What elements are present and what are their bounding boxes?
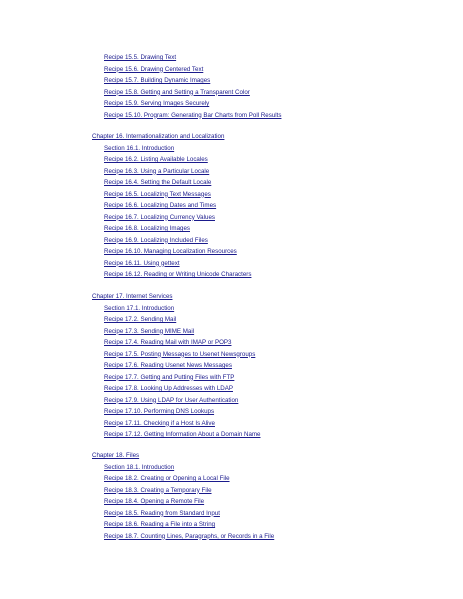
toc-link-section-18-1[interactable]: Section 18.1. Introduction	[104, 463, 175, 471]
toc-link-recipe-15-8[interactable]: Recipe 15.8. Getting and Setting a Transparent Color	[104, 88, 250, 96]
toc-link-recipe-18-5[interactable]: Recipe 18.5. Reading from Standard Input	[104, 509, 220, 517]
toc-link-recipe-16-10[interactable]: Recipe 16.10. Managing Localization Resources	[104, 248, 237, 255]
toc-link-recipe-16-7[interactable]: Recipe 16.7. Localizing Currency Values	[104, 213, 215, 221]
toc-link-section-17-1[interactable]: Section 17.1. Introduction	[104, 304, 175, 312]
toc-link-recipe-17-5[interactable]: Recipe 17.5. Posting Messages to Usenet Newsgroups	[104, 350, 256, 358]
toc-link-recipe-15-10[interactable]: Recipe 15.10. Program: Generating Bar Charts from Poll Results	[104, 111, 282, 119]
toc-link-chapter-16[interactable]: Chapter 16. Internationalization and Localization	[92, 133, 225, 140]
toc-link-recipe-17-2[interactable]: Recipe 17.2. Sending Mail	[104, 316, 177, 323]
toc-link-recipe-16-8[interactable]: Recipe 16.8. Localizing Images	[104, 225, 190, 232]
toc-link-recipe-16-3[interactable]: Recipe 16.3. Using a Particular Locale	[104, 167, 210, 175]
toc-link-recipe-17-3[interactable]: Recipe 17.3. Sending MIME Mail	[104, 327, 195, 335]
toc-link-recipe-18-2[interactable]: Recipe 18.2. Creating or Opening a Local File	[104, 475, 230, 482]
toc-link-section-16-1[interactable]: Section 16.1. Introduction	[104, 144, 175, 152]
toc-link-recipe-17-7[interactable]: Recipe 17.7. Getting and Putting Files with FTP	[104, 373, 235, 381]
toc-link-recipe-15-7[interactable]: Recipe 15.7. Building Dynamic Images	[104, 77, 211, 84]
toc-link-recipe-17-10[interactable]: Recipe 17.10. Performing DNS Lookups	[104, 408, 215, 415]
toc-link-recipe-16-9[interactable]: Recipe 16.9. Localizing Included Files	[104, 236, 208, 244]
toc-link-recipe-16-11[interactable]: Recipe 16.11. Using gettext	[104, 259, 180, 267]
toc-link-recipe-17-4[interactable]: Recipe 17.4. Reading Mail with IMAP or POP3	[104, 339, 232, 346]
toc-link-recipe-16-4[interactable]: Recipe 16.4. Setting the Default Locale	[104, 179, 212, 186]
toc-link-recipe-16-12[interactable]: Recipe 16.12. Reading or Writing Unicode Characters	[104, 271, 252, 278]
toc-link-recipe-17-6[interactable]: Recipe 17.6. Reading Usenet News Messages	[104, 362, 232, 369]
toc-link-recipe-18-7[interactable]: Recipe 18.7. Counting Lines, Paragraphs, or Records in a File	[104, 532, 275, 540]
toc-link-recipe-18-3[interactable]: Recipe 18.3. Creating a Temporary File	[104, 486, 212, 494]
toc-link-recipe-15-5[interactable]: Recipe 15.5. Drawing Text	[104, 54, 177, 61]
toc-link-recipe-15-9[interactable]: Recipe 15.9. Serving Images Securely	[104, 100, 210, 107]
toc-link-recipe-15-6[interactable]: Recipe 15.6. Drawing Centered Text	[104, 65, 204, 73]
toc-link-recipe-16-6[interactable]: Recipe 16.6. Localizing Dates and Times	[104, 202, 217, 209]
toc-link-recipe-18-4[interactable]: Recipe 18.4. Opening a Remote File	[104, 498, 205, 505]
toc-link-chapter-17[interactable]: Chapter 17. Internet Services	[92, 293, 173, 300]
toc-link-chapter-18[interactable]: Chapter 18. Files	[92, 452, 140, 459]
toc-link-recipe-17-12[interactable]: Recipe 17.12. Getting Information About a Domain Name	[104, 431, 261, 438]
toc-link-recipe-16-5[interactable]: Recipe 16.5. Localizing Text Messages	[104, 190, 211, 198]
toc-link-recipe-17-11[interactable]: Recipe 17.11. Checking if a Host Is Alive	[104, 419, 215, 427]
toc-link-recipe-17-9[interactable]: Recipe 17.9. Using LDAP for User Authentication	[104, 396, 239, 404]
toc-link-recipe-17-8[interactable]: Recipe 17.8. Looking Up Addresses with LDAP	[104, 385, 233, 392]
toc-link-recipe-16-2[interactable]: Recipe 16.2. Listing Available Locales	[104, 156, 208, 163]
toc-link-recipe-18-6[interactable]: Recipe 18.6. Reading a File into a String	[104, 521, 216, 528]
